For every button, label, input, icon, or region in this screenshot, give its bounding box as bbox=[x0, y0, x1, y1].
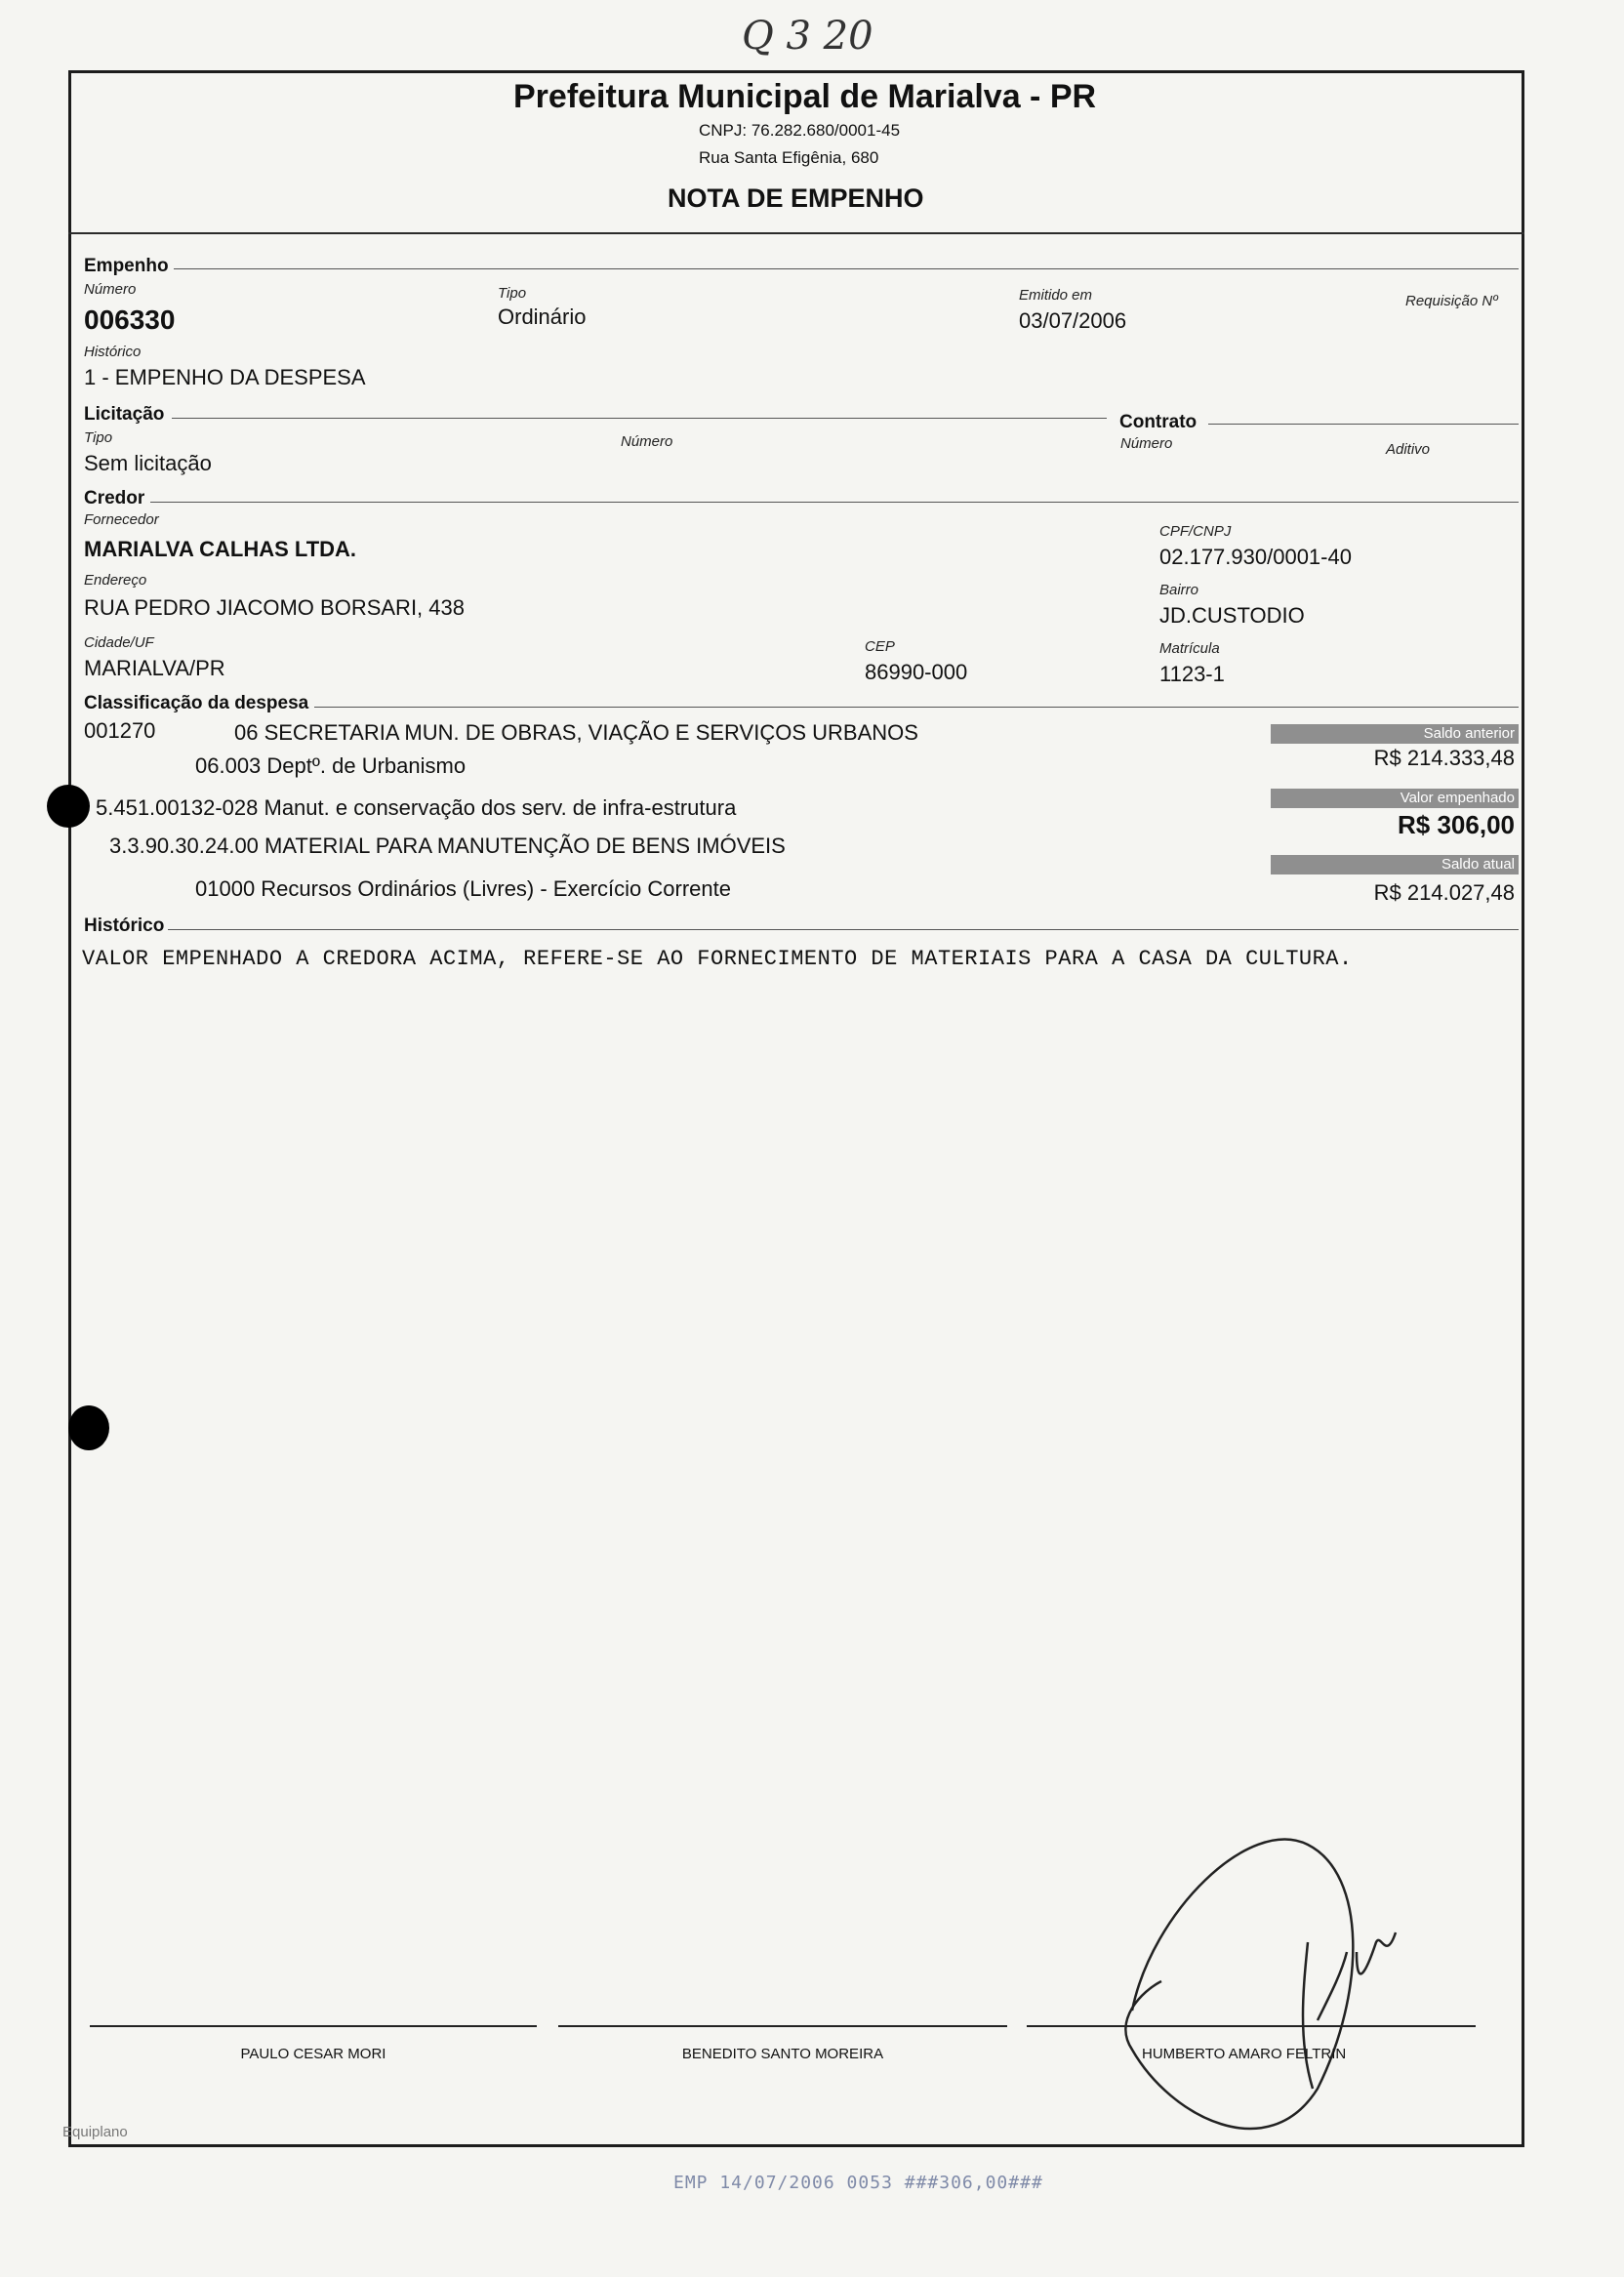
empenho-number: 006330 bbox=[84, 305, 176, 335]
classificacao-code: 001270 bbox=[84, 718, 156, 743]
page-title: Prefeitura Municipal de Marialva - PR bbox=[513, 78, 1097, 115]
header-cnpj: CNPJ: 76.282.680/0001-45 bbox=[699, 121, 901, 140]
empenho-tipo: Ordinário bbox=[498, 305, 587, 329]
header-divider bbox=[68, 232, 1524, 234]
section-rule bbox=[168, 929, 1519, 930]
classificacao-programa: 5.451.00132-028 Manut. e conservação dos serv. de infra-estrutura bbox=[96, 795, 737, 820]
header-address: Rua Santa Efigênia, 680 bbox=[699, 148, 879, 167]
section-rule bbox=[150, 502, 1519, 503]
section-contrato: Contrato bbox=[1119, 412, 1198, 432]
section-rule bbox=[314, 707, 1519, 708]
signature-line bbox=[1027, 2025, 1476, 2027]
punch-hole bbox=[68, 1405, 109, 1450]
credor-cnpj: 02.177.930/0001-40 bbox=[1159, 545, 1352, 569]
section-rule bbox=[1208, 424, 1519, 425]
punch-hole bbox=[47, 785, 90, 828]
label-tipo: Tipo bbox=[498, 285, 527, 302]
label-cpf: CPF/CNPJ bbox=[1159, 523, 1232, 540]
section-credor: Credor bbox=[84, 488, 145, 508]
label-requisicao: Requisição Nº bbox=[1405, 293, 1498, 309]
handwritten-signature bbox=[1074, 1796, 1444, 2176]
signature-line bbox=[558, 2025, 1007, 2027]
label-fornecedor: Fornecedor bbox=[84, 511, 159, 528]
section-rule bbox=[172, 418, 1107, 419]
label-matricula: Matrícula bbox=[1159, 640, 1220, 657]
saldo-anterior-value: R$ 214.333,48 bbox=[1373, 746, 1515, 770]
label-emitido: Emitido em bbox=[1019, 287, 1093, 304]
label-numero: Número bbox=[84, 281, 137, 298]
signature-name-1: PAULO CESAR MORI bbox=[240, 2046, 386, 2062]
credor-name: MARIALVA CALHAS LTDA. bbox=[84, 537, 357, 561]
credor-matricula: 1123-1 bbox=[1159, 662, 1225, 686]
section-classificacao: Classificação da despesa bbox=[84, 693, 309, 713]
empenho-date: 03/07/2006 bbox=[1019, 308, 1127, 333]
signature-name-2: BENEDITO SANTO MOREIRA bbox=[681, 2046, 884, 2062]
label-historico-empenho: Histórico bbox=[84, 344, 142, 360]
saldo-atual-label: Saldo atual bbox=[1271, 855, 1519, 874]
section-rule bbox=[174, 268, 1519, 269]
empenho-historico: 1 - EMPENHO DA DESPESA bbox=[84, 365, 366, 389]
section-empenho: Empenho bbox=[84, 256, 169, 276]
label-contrato-numero: Número bbox=[1120, 435, 1173, 452]
classificacao-recurso: 01000 Recursos Ordinários (Livres) - Exercício Corrente bbox=[195, 876, 731, 901]
licitacao-tipo: Sem licitação bbox=[84, 451, 212, 475]
label-cep: CEP bbox=[865, 638, 895, 655]
classificacao-elemento: 3.3.90.30.24.00 MATERIAL PARA MANUTENÇÃO DE BENS IMÓVEIS bbox=[109, 834, 786, 858]
credor-bairro: JD.CUSTODIO bbox=[1159, 603, 1305, 628]
credor-cidade: MARIALVA/PR bbox=[84, 656, 225, 680]
handwritten-annotation: Q 3 20 bbox=[742, 14, 873, 59]
label-bairro: Bairro bbox=[1159, 582, 1199, 598]
section-licitacao: Licitação bbox=[84, 404, 165, 425]
signature-line bbox=[90, 2025, 537, 2027]
valor-empenhado-value: R$ 306,00 bbox=[1398, 810, 1515, 839]
saldo-atual-value: R$ 214.027,48 bbox=[1373, 880, 1515, 905]
label-cidade: Cidade/UF bbox=[84, 634, 154, 651]
label-licitacao-tipo: Tipo bbox=[84, 429, 113, 446]
label-endereco: Endereço bbox=[84, 572, 147, 589]
classificacao-departamento: 06.003 Deptº. de Urbanismo bbox=[195, 753, 467, 778]
label-licitacao-numero: Número bbox=[621, 433, 673, 450]
signature-name-3: HUMBERTO AMARO FELTRIN bbox=[1142, 2046, 1347, 2062]
label-aditivo: Aditivo bbox=[1386, 441, 1431, 458]
historico-text: VALOR EMPENHADO A CREDORA ACIMA, REFERE-SE AO FORNECIMENTO DE MATERIAIS PARA A CASA DA CULTURA. bbox=[82, 947, 1353, 971]
section-historico: Histórico bbox=[84, 915, 165, 936]
credor-endereco: RUA PEDRO JIACOMO BORSARI, 438 bbox=[84, 595, 465, 620]
saldo-anterior-label: Saldo anterior bbox=[1271, 724, 1519, 744]
valor-empenhado-label: Valor empenhado bbox=[1271, 789, 1519, 808]
classificacao-secretaria: 06 SECRETARIA MUN. DE OBRAS, VIAÇÃO E SERVIÇOS URBANOS bbox=[234, 720, 918, 745]
document-type-title: NOTA DE EMPENHO bbox=[668, 183, 924, 213]
credor-cep: 86990-000 bbox=[865, 660, 968, 684]
software-footer: Equiplano bbox=[62, 2124, 128, 2140]
mechanical-stamp: EMP 14/07/2006 0053 ###306,00### bbox=[673, 2173, 1043, 2193]
